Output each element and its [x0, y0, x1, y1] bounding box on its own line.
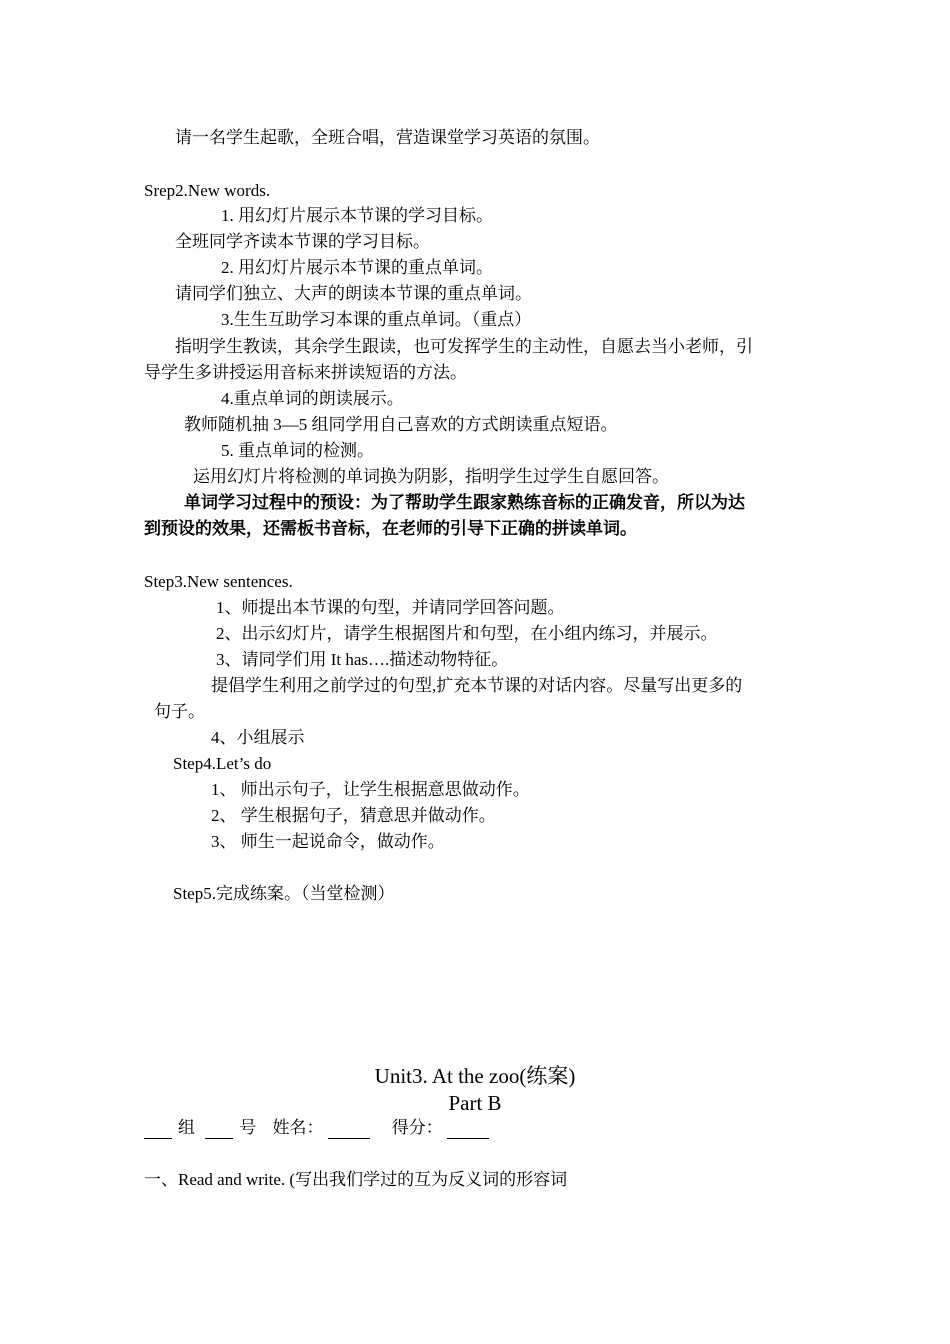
text-line: 2、出示幻灯片，请学生根据图片和句型，在小组内练习，并展示。: [216, 624, 718, 643]
text-line: 句子。: [154, 702, 205, 721]
student-info-line: [144, 1117, 495, 1139]
preset-note: 单词学习过程中的预设：为了帮助学生跟家熟练音标的正确发音，所以为达: [184, 493, 745, 512]
text-line: 2. 用幻灯片展示本节课的重点单词。: [221, 258, 493, 277]
text-line: 4、小组展示: [211, 728, 305, 747]
group-label: 组: [178, 1118, 195, 1137]
text-line: 1、师提出本节课的句型，并请同学回答问题。: [216, 598, 565, 617]
text-line: 5. 重点单词的检测。: [221, 441, 374, 460]
text-line: 导学生多讲授运用音标来拼读短语的方法。: [144, 363, 467, 382]
text-line: 请一名学生起歌，全班合唱，营造课堂学习英语的氛围。: [175, 128, 600, 147]
name-blank[interactable]: [328, 1120, 370, 1139]
text-line: 1、 师出示句子，让学生根据意思做动作。: [211, 780, 530, 799]
step2-heading: Srep2.New words.: [144, 181, 271, 200]
worksheet-subtitle: Part B: [448, 1091, 502, 1115]
text-line: 请同学们独立、大声的朗读本节课的重点单词。: [175, 284, 532, 303]
text-line: 2、 学生根据句子，猜意思并做动作。: [211, 806, 496, 825]
text-line: 全班同学齐读本节课的学习目标。: [175, 232, 430, 251]
text-line: 4.重点单词的朗读展示。: [221, 389, 404, 408]
preset-note: 到预设的效果，还需板书音标，在老师的引导下正确的拼读单词。: [144, 519, 637, 538]
step5-heading: Step5.完成练案。（当堂检测）: [173, 884, 395, 903]
number-blank[interactable]: [205, 1120, 233, 1139]
step4-heading: Step4.Let’s do: [173, 754, 272, 773]
number-label: 号: [239, 1118, 257, 1137]
text-line: 3.生生互助学习本课的重点单词。（重点）: [221, 310, 532, 329]
text-line: 提倡学生利用之前学过的句型,扩充本节课的对话内容。尽量写出更多的: [211, 676, 743, 695]
text-line: 3、请同学们用 It has….描述动物特征。: [216, 650, 509, 669]
worksheet-title: Unit3. At the zoo(练案): [374, 1064, 576, 1088]
group-blank[interactable]: [144, 1120, 172, 1139]
text-line: 运用幻灯片将检测的单词换为阴影，指明学生过学生自愿回答。: [193, 467, 669, 486]
section-one-heading: 一、Read and write. (写出我们学过的互为反义词的形容词: [144, 1170, 568, 1189]
step3-heading: Step3.New sentences.: [144, 572, 293, 591]
text-line: 教师随机抽 3—5 组同学用自己喜欢的方式朗读重点短语。: [184, 415, 618, 434]
text-line: 1. 用幻灯片展示本节课的学习目标。: [221, 206, 493, 225]
score-blank[interactable]: [447, 1120, 489, 1139]
score-label: 得分：: [391, 1118, 443, 1137]
text-line: 3、 师生一起说命令，做动作。: [211, 832, 445, 851]
name-label: 姓名：: [272, 1118, 324, 1137]
text-line: 指明学生教读，其余学生跟读，也可发挥学生的主动性，自愿去当小老师，引: [175, 337, 753, 356]
